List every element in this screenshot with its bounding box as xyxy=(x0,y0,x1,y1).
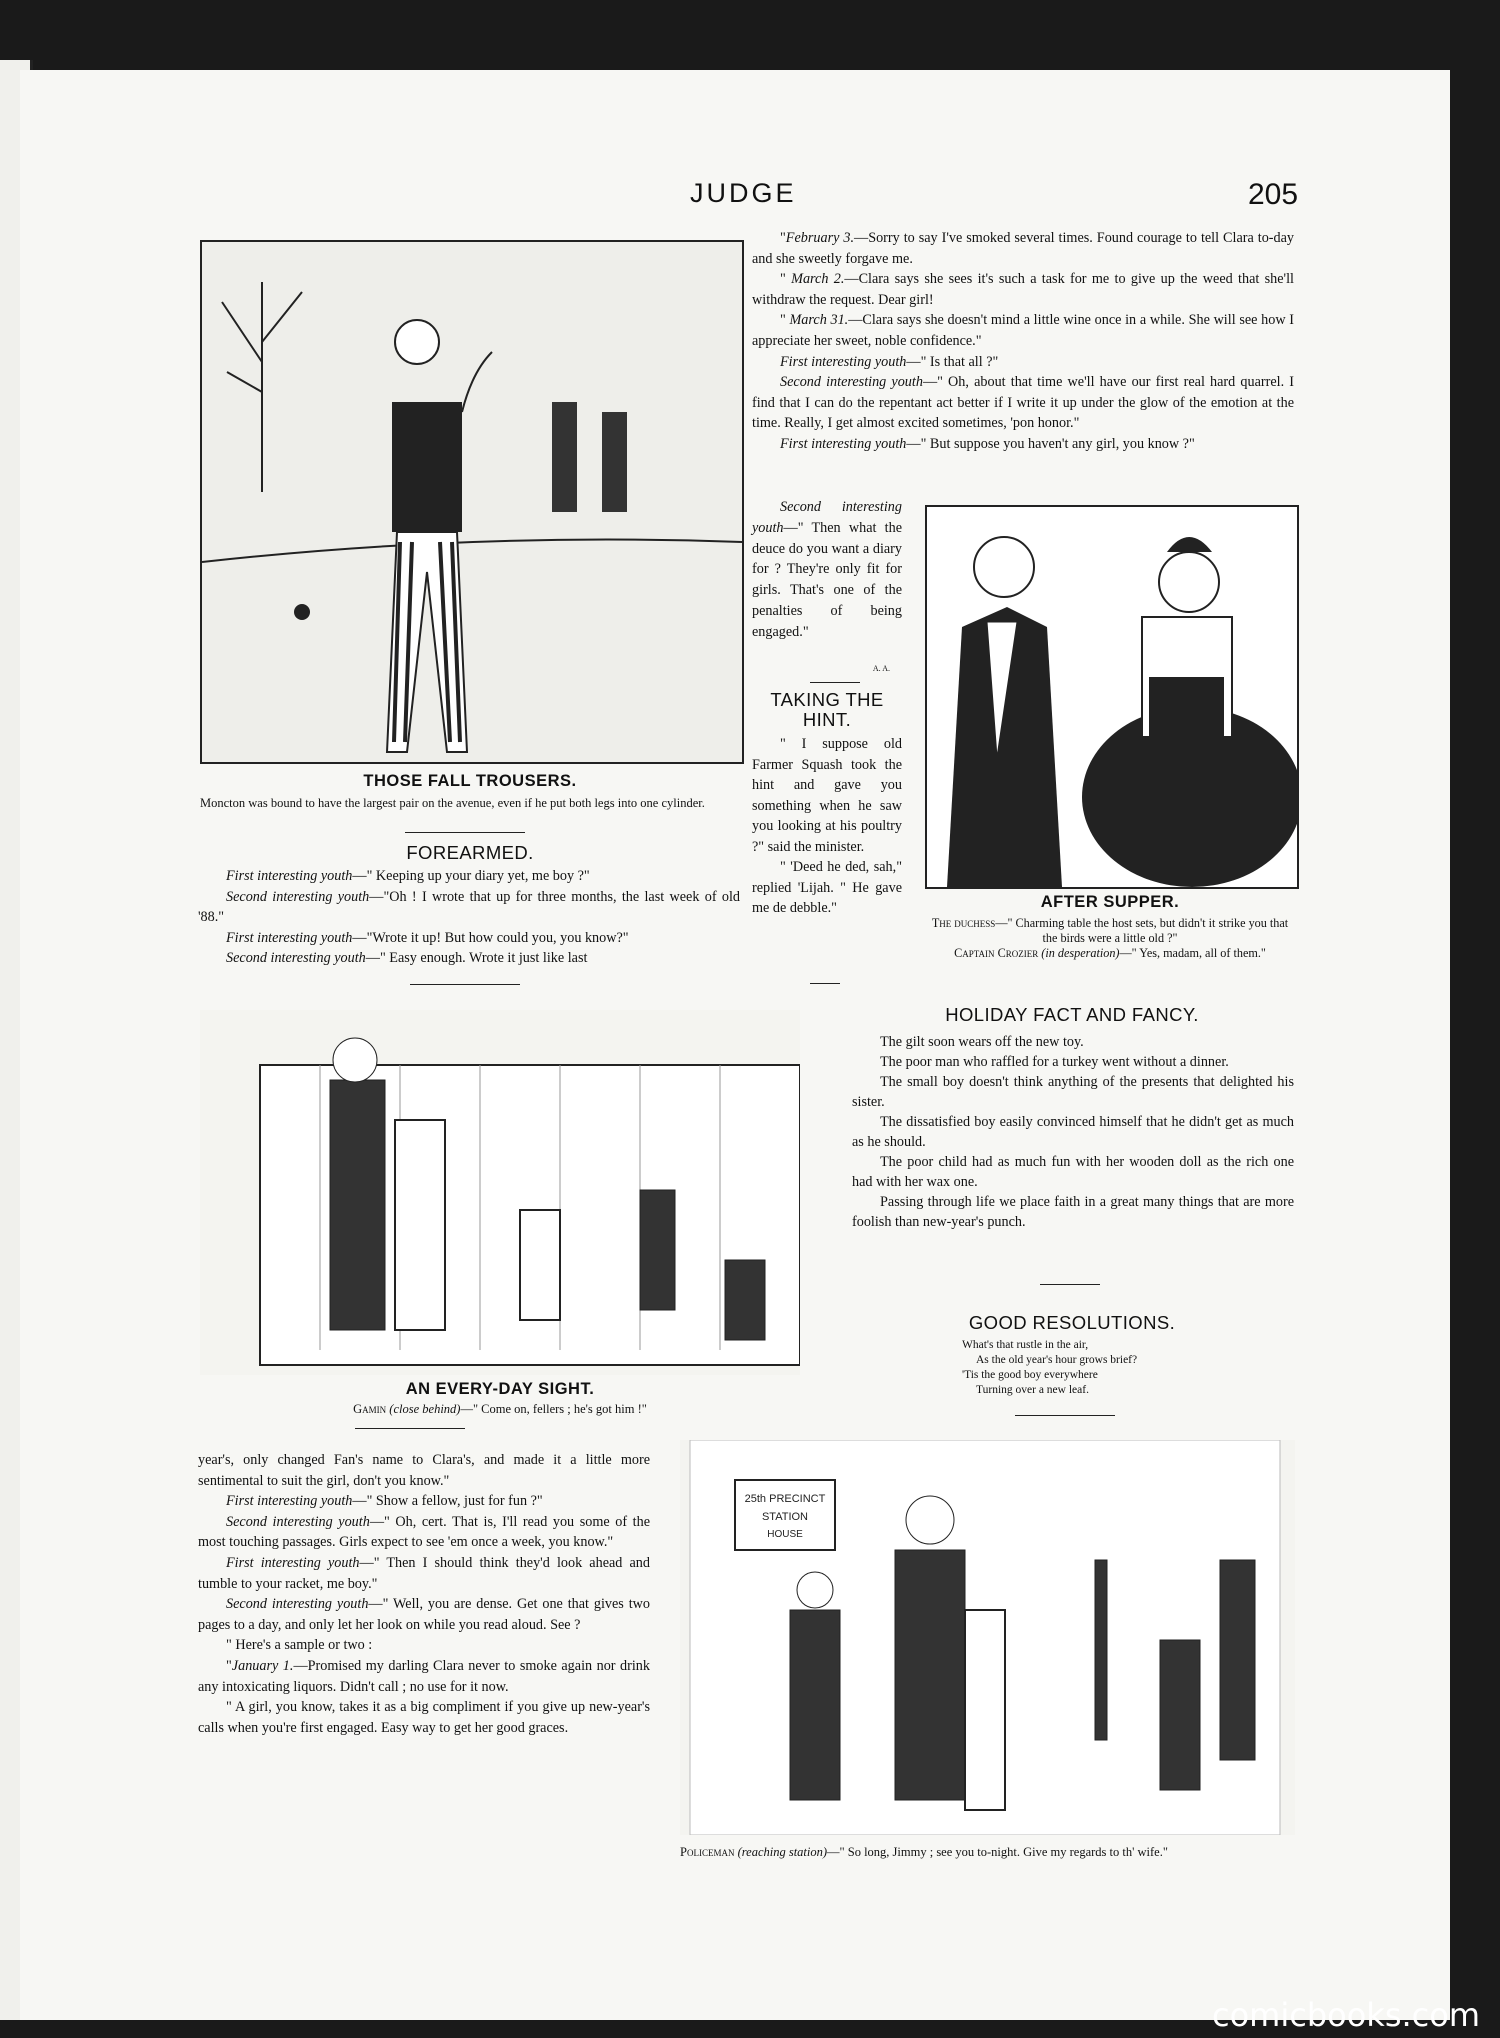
holiday-item: The gilt soon wears off the new toy. xyxy=(880,1034,1084,1050)
supper-drawing xyxy=(927,507,1297,887)
diary-entry: "February 3.—Sorry to say I've smoked several times. Found courage to tell Clara to-day and she sweetly forgave me. xyxy=(752,230,1294,267)
divider xyxy=(355,1428,465,1429)
holiday-heading: HOLIDAY FACT AND FANCY. xyxy=(945,1004,1199,1025)
diary-entry: "January 1.—Promised my darling Clara never to smoke again nor drink any intoxicating liquors. Didn't call ; no use for it now. xyxy=(198,1657,650,1695)
everyday-drawing xyxy=(200,1010,800,1375)
hint-paragraph: " 'Deed he ded, sah," replied 'Lijah. " He gave me de debble." xyxy=(752,859,902,916)
dialogue-line: " Here's a sample or two : xyxy=(226,1637,373,1654)
policeman-illustration xyxy=(680,1440,1295,1835)
forearmed-heading: FOREARMED. xyxy=(406,842,534,863)
policeman-caption: Policeman (reaching station)—" So long, Jimmy ; see you to-night. Give my regards to th' wife." xyxy=(680,1845,1168,1859)
hint-text xyxy=(752,734,902,919)
holiday-item: The dissatisfied boy easily convinced himself that he didn't get as much as he should. xyxy=(852,1114,1294,1150)
dialogue-line: First interesting youth—" Is that all ?" xyxy=(780,353,999,370)
dialogue-line: First interesting youth—" Then I should think they'd look ahead and tumble to your racket, me boy." xyxy=(198,1554,650,1592)
divider xyxy=(410,984,520,985)
page-number: 205 xyxy=(1248,178,1299,211)
trousers-caption: Moncton was bound to have the largest pair on the avenue, even if he put both legs into one cylinder. xyxy=(200,796,705,810)
diary-entry: " March 31.—Clara says she doesn't mind a little wine once in a while. She will see how I appreciate her sweet, noble confidence." xyxy=(752,312,1294,349)
forearmed-text xyxy=(198,866,740,969)
divider xyxy=(405,832,525,833)
dialogue-line: Second interesting youth—" Oh, cert. That is, I'll read you some of the most touching passages. Girls expect to see 'em once a week, you know." xyxy=(198,1513,650,1551)
holiday-item: The poor man who raffled for a turkey went without a dinner. xyxy=(880,1054,1229,1070)
poem-line: As the old year's hour grows brief? xyxy=(976,1354,1138,1366)
everyday-caption: Gamin (close behind)—" Come on, fellers ; he's got him !" xyxy=(353,1402,647,1416)
dialogue-line: " A girl, you know, takes it as a big compliment if you give up new-year's calls when you're first engaged. Easy way to get her good graces. xyxy=(198,1699,650,1736)
svg-text:STATION: STATION xyxy=(761,1511,809,1523)
svg-text:25th PRECINCT: 25th PRECINCT xyxy=(744,1493,826,1505)
divider xyxy=(1040,1284,1100,1285)
dialogue-line: Second interesting youth—" Easy enough. Wrote it just like last xyxy=(226,950,588,967)
hint-paragraph: " I suppose old Farmer Squash took the hint and gave you something when he saw you looking at his poultry ?" said the minister. xyxy=(752,736,902,855)
holiday-item: Passing through life we place faith in a great many things that are more foolish than new-year's punch. xyxy=(852,1194,1294,1230)
policeman-drawing xyxy=(680,1440,1295,1835)
dialogue-line: Second interesting youth—"Oh ! I wrote that up for three months, the last week of old '88." xyxy=(198,888,741,926)
trousers-illustration xyxy=(200,240,744,764)
diary-entries xyxy=(752,228,1294,455)
everyday-title: AN EVERY-DAY SIGHT. xyxy=(405,1380,595,1398)
hint-heading: TAKING THE HINT. xyxy=(770,689,884,730)
resolutions-poem xyxy=(962,1338,1222,1398)
supper-title: AFTER SUPPER. xyxy=(1040,893,1180,911)
poem-line: What's that rustle in the air, xyxy=(962,1339,1089,1351)
dialogue-line: year's, only changed Fan's name to Clara's, and made it a little more sentimental to suit the girl, don't you know." xyxy=(198,1452,650,1489)
diary-entry: " March 2.—Clara says she sees it's such a task for me to give up the weed that she'll withdraw the request. Dear girl! xyxy=(752,271,1294,308)
everyday-illustration xyxy=(200,1010,800,1375)
divider xyxy=(810,682,860,683)
trousers-drawing xyxy=(202,242,742,762)
holiday-item: The poor child had as much fun with her wooden doll as the rich one had with her wax one. xyxy=(852,1154,1294,1190)
poem-line: 'Tis the good boy everywhere xyxy=(962,1369,1098,1381)
divider xyxy=(1015,1415,1115,1416)
diary-continued xyxy=(198,1450,650,1738)
dialogue-line: Second interesting youth—" Oh, about that time we'll have our first real hard quarrel. I find that I can do the repentant act better if I write it up under the glow of the emotion at the time. Really, I get almost excited sometimes, 'pon honor." xyxy=(752,374,1294,432)
watermark: comicbooks.com xyxy=(1211,1996,1480,2034)
narrow-column xyxy=(752,497,902,643)
supper-illustration xyxy=(925,505,1299,889)
trousers-title: THOSE FALL TROUSERS. xyxy=(363,772,577,790)
magazine-title: JUDGE xyxy=(690,178,797,208)
holiday-list xyxy=(852,1032,1294,1232)
supper-caption: The duchess—" Charming table the host sets, but didn't it strike you that the birds were a little old ?" Captain Crozier (in desperation)—" Yes, madam, all of them." xyxy=(931,916,1289,960)
divider xyxy=(810,983,840,984)
signature: A. A. xyxy=(872,664,890,673)
svg-text:HOUSE: HOUSE xyxy=(767,1529,803,1540)
dialogue-line: Second interesting youth—" Then what the deuce do you want a diary for ? They're only fit for girls. That's one of the penalties of being engaged." xyxy=(752,499,902,640)
dialogue-line: Second interesting youth—" Well, you are dense. Get one that gives two pages to a day, and only let her look on while you read aloud. See ? xyxy=(198,1596,650,1633)
dialogue-line: First interesting youth—" Show a fellow, just for fun ?" xyxy=(226,1493,543,1510)
holiday-item: The small boy doesn't think anything of the presents that delighted his sister. xyxy=(852,1074,1294,1110)
resolutions-heading: GOOD RESOLUTIONS. xyxy=(968,1312,1176,1333)
dialogue-line: First interesting youth—" Keeping up your diary yet, me boy ?" xyxy=(226,868,590,884)
poem-line: Turning over a new leaf. xyxy=(976,1384,1089,1396)
dialogue-line: First interesting youth—"Wrote it up! But how could you, you know?" xyxy=(226,929,629,946)
dialogue-line: First interesting youth—" But suppose you haven't any girl, you know ?" xyxy=(780,435,1195,452)
